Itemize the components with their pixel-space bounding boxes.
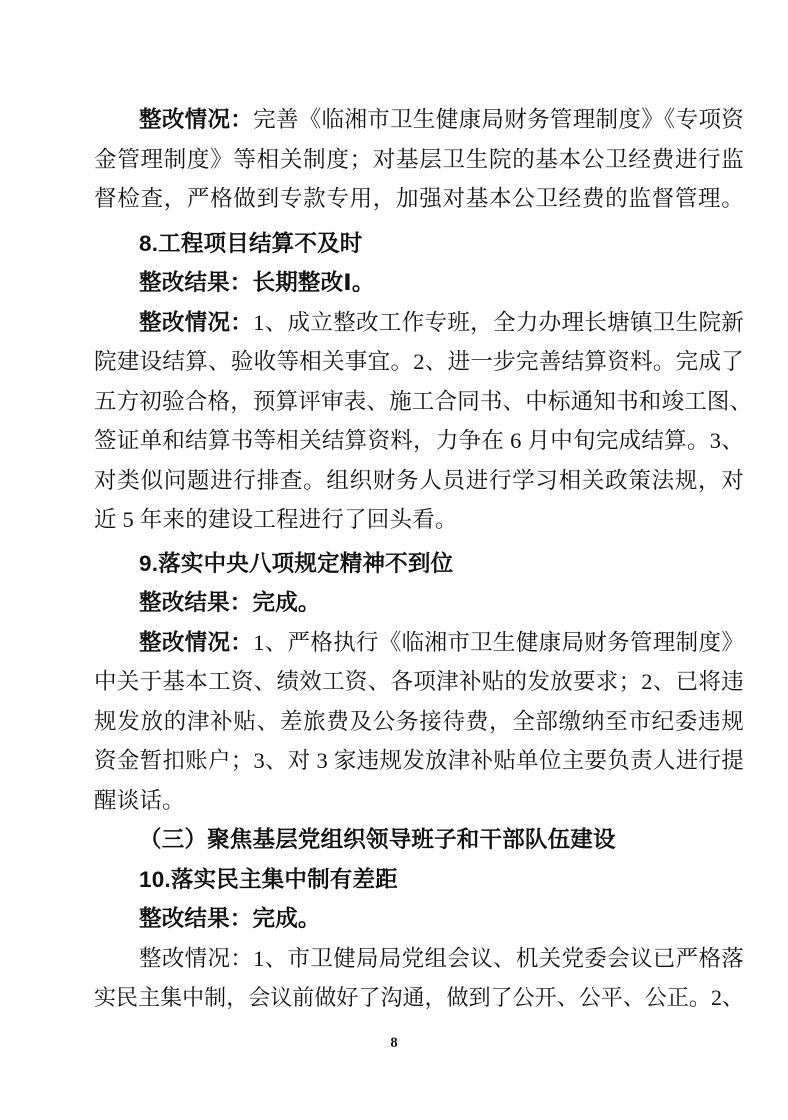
text-line <box>94 382 753 422</box>
text-run: 规发放的津补贴、差旅费及公务接待费，全部缴纳至市纪委违规 <box>94 708 744 734</box>
text-run: 9.落实中央八项规定精神不到位 <box>139 550 454 576</box>
text-run: 10.落实民主集中制有差距 <box>139 866 398 892</box>
text-line <box>94 342 744 382</box>
section-heading <box>94 544 744 584</box>
text-line <box>94 978 744 1018</box>
text-line <box>94 179 744 219</box>
text-line <box>94 662 744 702</box>
text-run: 资金暂扣账户；3、对 3 家违规发放津补贴单位主要负责人进行提 <box>94 748 744 773</box>
text-line <box>94 100 744 140</box>
text-line <box>94 781 744 821</box>
text-run: 近 5 年来的建设工程进行了回头看。 <box>94 507 458 532</box>
section-heading <box>94 820 744 860</box>
text-run: 对类似问题进行排查。组织财务人员进行学习相关政策法规，对 <box>94 467 744 493</box>
text-run: 督检查，严格做到专款专用，加强对基本公卫经费的监督管理。 <box>94 186 744 211</box>
text-line <box>94 500 744 540</box>
text-run-label: 整改情况： <box>139 309 254 335</box>
text-line <box>94 623 744 663</box>
section-heading <box>94 224 744 264</box>
page-number: 8 <box>390 1035 398 1051</box>
text-line <box>94 263 744 303</box>
text-run: 1、成立整改工作专班，全力办理长塘镇卫生院新 <box>253 309 744 335</box>
text-line <box>94 421 744 461</box>
text-run: 1、严格执行《临湘市卫生健康局财务管理制度》 <box>253 629 744 655</box>
text-run: 实民主集中制，会议前做好了沟通，做到了公开、公平、公正。2、 <box>94 985 744 1010</box>
document-body <box>94 100 753 1018</box>
text-line <box>94 461 744 501</box>
text-line <box>94 899 744 939</box>
text-line <box>94 303 744 343</box>
text-line <box>94 741 744 781</box>
text-run-label: 整改情况： <box>139 945 254 971</box>
text-run: （三）聚焦基层党组织领导班子和干部队伍建设 <box>139 827 616 852</box>
text-run: 金管理制度》等相关制度；对基层卫生院的基本公卫经费进行监 <box>94 146 744 172</box>
text-run: 签证单和结算书等相关结算资料，力争在 6 月中旬完成结算。3、 <box>94 428 744 453</box>
text-run: 整改结果：完成。 <box>139 590 321 615</box>
text-line <box>94 939 744 979</box>
text-run: 整改结果：完成。 <box>139 906 321 931</box>
text-run-label: 整改情况： <box>139 107 254 132</box>
text-run: 醒谈话。 <box>94 787 185 813</box>
text-run: 1、市卫健局局党组会议、机关党委会议已严格落 <box>253 945 744 971</box>
section-heading <box>94 860 744 900</box>
text-run: 五方初验合格，预算评审表、施工合同书、中标通知书和竣工图、 <box>94 388 753 414</box>
text-run-label: 整改情况： <box>139 629 254 655</box>
text-run: 院建设结算、验收等相关事宜。2、进一步完善结算资料。完成了 <box>94 349 744 374</box>
text-run: 完善《临湘市卫生健康局财务管理制度》《专项资 <box>253 107 744 132</box>
text-line <box>94 702 744 742</box>
text-run: 中关于基本工资、绩效工资、各项津补贴的发放要求；2、已将违 <box>94 669 744 694</box>
text-line <box>94 140 744 180</box>
text-line <box>94 583 744 623</box>
text-run: 整改结果：长期整改Ⅰ。 <box>139 270 375 295</box>
text-run: 8.工程项目结算不及时 <box>139 230 363 256</box>
